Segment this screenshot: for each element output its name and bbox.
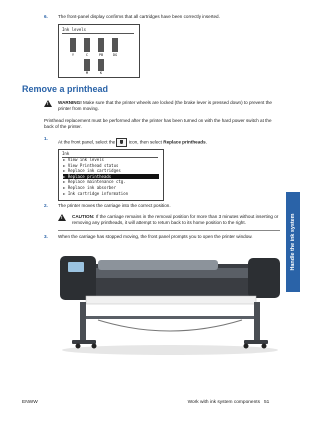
warning-body: Make sure that the printer wheels are locked (the brake lever is pressed down) to prevent the printer from moving. xyxy=(58,100,272,112)
menu-item[interactable]: ► Replace ink cartridges xyxy=(63,168,121,174)
ink-level-bar xyxy=(98,38,104,52)
warning-icon xyxy=(44,100,52,107)
caution-rule xyxy=(58,230,280,231)
ink-label: Y xyxy=(71,53,75,57)
menu-option-name: Replace printheads xyxy=(163,139,206,145)
printer-photo xyxy=(58,246,282,356)
ink-label: PB xyxy=(98,53,104,57)
ink-label: C xyxy=(85,53,89,57)
step-text: The front-panel display confirms that all cartridges have been correctly inserted. xyxy=(58,14,220,19)
ink-menu-icon xyxy=(116,138,127,147)
step-number: 2. xyxy=(44,203,48,208)
ink-level-bar xyxy=(112,38,118,52)
footer-left: ENWW xyxy=(22,400,38,405)
chapter-side-tab xyxy=(286,192,300,292)
footer-title: Work with ink system components xyxy=(187,400,260,405)
step-text: When the carriage has stopped moving, the front panel prompts you to open the printer window. xyxy=(58,234,253,239)
ink-label: DG xyxy=(112,53,118,57)
warning-label: WARNING! xyxy=(58,100,82,105)
intro-paragraph: Printhead replacement must be performed after the printer has been turned on with the hard power switch at the back of the printer. xyxy=(44,118,272,130)
ink-level-bar xyxy=(84,59,90,71)
section-title: Remove a printhead xyxy=(22,84,109,94)
screen-title: Ink xyxy=(62,151,70,156)
caution-label: CAUTION: xyxy=(72,214,95,219)
step-text-part: icon, then select xyxy=(128,139,162,145)
caution-body: If the carriage remains in the removal position for more than 3 minutes without inserting or removing any printheads, it will attempt to return back to its home position to the right. xyxy=(72,214,279,226)
divider xyxy=(62,33,134,34)
step-text-part: . xyxy=(205,139,207,145)
chapter-tab-label: Handle the ink system xyxy=(290,213,296,271)
step-text: The printer moves the carriage into the correct position. xyxy=(58,203,171,208)
page-number: 51 xyxy=(264,400,270,405)
ink-level-bar xyxy=(98,59,104,71)
ink-label: K xyxy=(99,71,103,75)
warning-text xyxy=(58,100,280,112)
ink-label: M xyxy=(85,71,89,75)
menu-item[interactable]: ► Ink cartridge information xyxy=(63,190,129,196)
ink-menu-screen xyxy=(58,149,164,201)
ink-level-bar xyxy=(84,38,90,52)
caution-icon xyxy=(58,214,66,221)
step-number: 1. xyxy=(44,136,48,141)
printer-illustration xyxy=(58,246,282,356)
step-text xyxy=(58,138,278,147)
menu-item-selected[interactable]: ► Replace printheads xyxy=(63,174,159,180)
menu-item[interactable]: ► Replace maintenance ctg. xyxy=(63,179,126,185)
step-number: 6. xyxy=(44,14,48,19)
ink-level-bar xyxy=(70,38,76,52)
ink-levels-screen xyxy=(58,24,140,78)
menu-item[interactable]: ► View Printhead status xyxy=(63,162,119,168)
menu-item[interactable]: ► View ink levels xyxy=(63,157,104,162)
step-text-part: At the front panel, select the xyxy=(58,139,116,145)
caution-text xyxy=(72,214,282,226)
menu-item[interactable]: ► Replace ink absorber xyxy=(63,185,116,190)
screen-title: Ink levels xyxy=(62,27,87,32)
step-number: 3. xyxy=(44,234,48,239)
